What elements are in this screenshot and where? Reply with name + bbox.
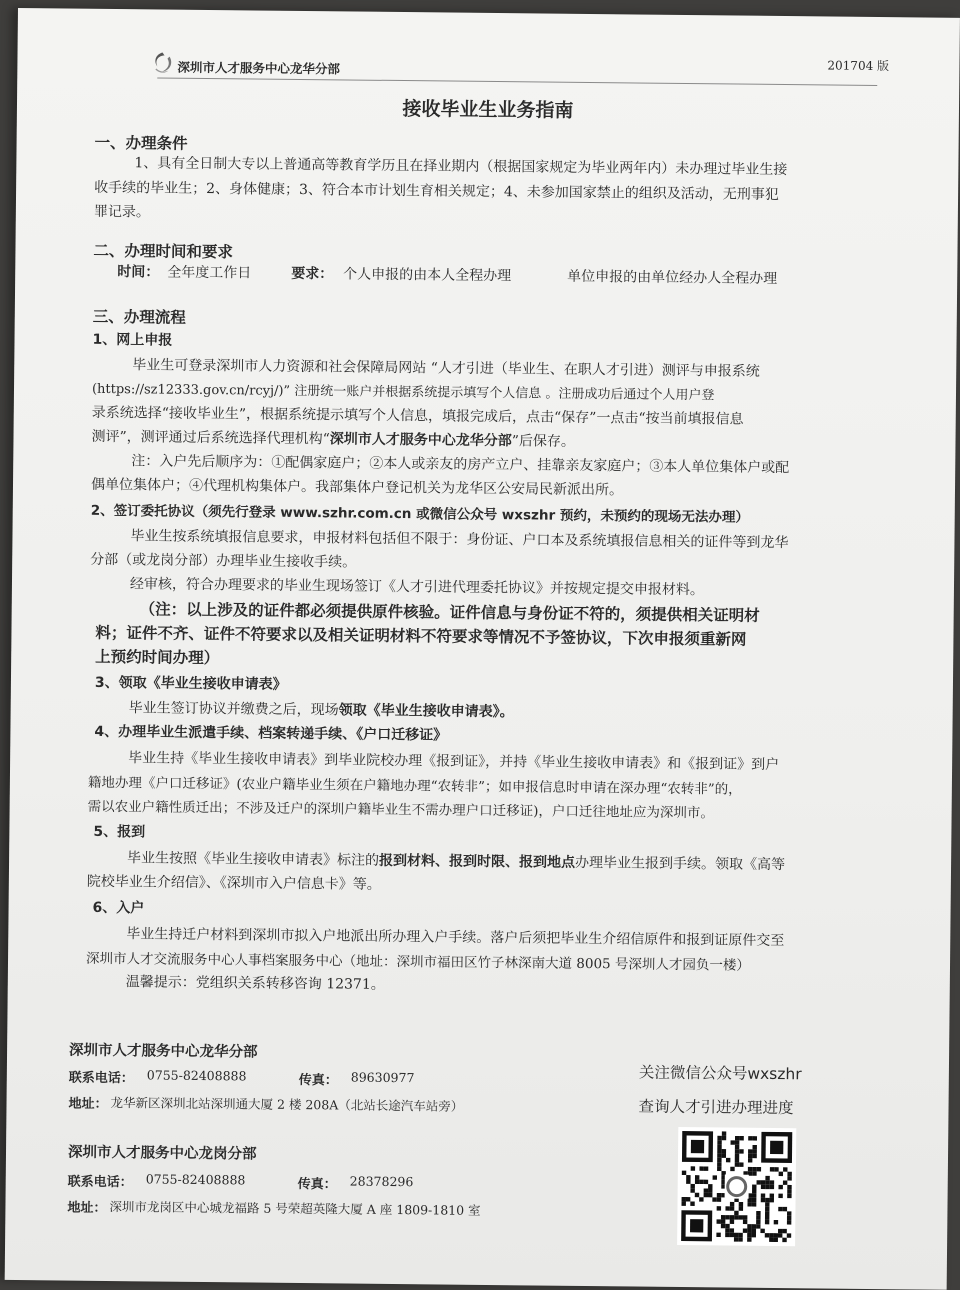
step-5-heading: 5、报到 [93,823,146,841]
longhua-addr: 龙华新区深圳北站深圳通大厦 2 楼 208A（北站长途汽车站旁） [110,1095,464,1114]
header-org-name: 深圳市人才服务中心龙华分部 [177,59,340,77]
step-6-tip: 温馨提示：党组织关系转移咨询 12371。 [125,974,385,993]
step-1-line: (https://sz12333.gov.cn/rcyj/)” 注册统一账户并根据系统提示填写个人信息 。注册成功后通过个人用户登 [91,381,715,404]
longhua-tel-label: 联系电话： [68,1070,134,1087]
longgang-fax-label: 传真： [297,1176,337,1193]
longhua-addr-label: 地址： [68,1096,108,1112]
step-1-note-line: 注：入户先后顺序为：①配偶家庭户；②本人或亲友的房产立户、挂靠亲友家庭户；③本人单位集体户或配 [131,453,790,477]
section-1-line: 1、具有全日制大专以上普通高等教育学历且在择业期内（根据国家规定为毕业两年内）未办理过毕业生接 [134,155,788,179]
step-5-line: 院校毕业生介绍信》、《深圳市入户信息卡》等。 [86,873,381,893]
wechat-query-text: 查询人才引进办理进度 [638,1097,794,1118]
step-2-note: （注：以上涉及的证件都必须提供原件核验。证件信息与身份证不符的，须提供相关证明材 [139,600,760,625]
step-1-note-line: 偶单位集体户；④代理机构集体户。我部集体户登记机关为龙华区公安局民新派出所。 [90,476,624,499]
step-2-note: 上预约时间办理） [95,647,220,668]
step-4-line: 需以农业户籍性质迁出；不涉及迁户的深圳户籍毕业生不需办理户口迁移证)，户口迁往地址应为深圳市。 [87,798,714,822]
longgang-addr: 深圳市龙岗区中心城龙福路 5 号荣超英隆大厦 A 座 1809-1810 室 [109,1199,481,1218]
qr-code-icon [677,1127,796,1246]
step-6-line: 毕业生持迁户材料到深圳市拟入户地派出所办理入户手续。落户后须把毕业生介绍信原件和报到证原件交至 [126,926,785,950]
step-2-line: 分部（或龙岗分部）办理毕业生接收手续。 [90,551,357,571]
step-2-heading: 2、签订委托协议（须先行登录 www.szhr.com.cn 或微信公众号 wxszhr 预约，未预约的现场无法办理） [90,502,749,526]
time-label: 时间： [117,264,160,281]
step-6-heading: 6、入户 [92,899,145,917]
section-1-heading: 一、办理条件 [94,133,188,153]
agency-name: 深圳市人才服务中心龙华分部 [329,431,512,450]
longgang-branch-name: 深圳市人才服务中心龙岗分部 [67,1144,257,1163]
step-4-line: 毕业生持《毕业生接收申请表》到毕业院校办理《报到证》，并持《毕业生接收申请表》和《报到证》到户 [128,750,780,774]
step-2-line: 毕业生按系统填报信息要求，申报材料包括但不限于：身份证、户口本及系统填报信息相关的证件等到龙华 [130,528,789,552]
step-1-heading: 1、网上申报 [92,331,173,349]
section-3-heading: 三、办理流程 [92,307,186,327]
wechat-qr-code[interactable] [677,1127,796,1246]
wechat-follow-text: 关注微信公众号wxszhr [638,1063,802,1084]
step-1-line [91,426,575,451]
step-1-line-part: 测评”，测评通过后系统选择代理机构“ [91,428,330,448]
longgang-tel: 0755-82408888 [145,1171,246,1188]
step-1-line: 毕业生可登录深圳市人力资源和社会保障局网站 “人才引进（毕业生、在职人才引进）测评与申报系统 [132,357,760,380]
step-1-line: 录系统选择“接收毕业生”，根据系统提示填写个人信息，填报完成后，点击“保存”一点击“按当前填报信息 [91,404,744,428]
longhua-fax-label: 传真： [298,1072,338,1089]
requirement-personal: 个人申报的由本人全程办理 [343,266,512,285]
step-5-line [127,847,785,874]
time-value: 全年度工作日 [167,264,252,282]
step-2-line: 经审核，符合办理要求的毕业生现场签订《人才引进代理委托协议》并按规定提交申报材料。 [129,576,705,599]
step-3-heading: 3、领取《毕业生接收申请表》 [94,674,287,693]
step-6-line: 深圳市人才交流服务中心人事档案服务中心（地址：深圳市福田区竹子林深南大道 8005 号深圳人才园负一楼） [85,950,751,974]
document-title: 接收毕业生业务指南 [402,98,574,122]
section-1-line: 罪记录。 [93,203,150,221]
header-divider [157,77,877,86]
section-1-line: 收手续的毕业生；2、身体健康；3、符合本市计划生育相关规定；4、未参加国家禁止的组织及活动，无刑事犯 [94,179,779,203]
requirement-label: 要求： [291,265,334,283]
step-5-line-bold: 报到材料、报到时限、报到地点 [379,852,576,871]
longgang-tel-label: 联系电话： [67,1174,133,1191]
document-page [5,8,960,1290]
step-5-line-part: 毕业生按照《毕业生接收申请表》标注的 [127,850,380,869]
longgang-fax: 28378296 [349,1173,414,1190]
longgang-addr-label: 地址： [67,1200,107,1216]
longhua-fax: 89630977 [350,1069,415,1086]
step-3-line [129,697,514,721]
longhua-branch-name: 深圳市人才服务中心龙华分部 [69,1042,258,1061]
org-logo-icon [149,49,175,75]
step-5-line-part: 办理毕业生报到手续。领取《高等 [574,854,786,874]
section-2-heading: 二、办理时间和要求 [93,241,234,262]
step-2-note: 料；证件不齐、证件不符要求以及相关证明材料不符要求等情况不予签协议，下次申报须重新网 [95,623,747,649]
step-3-line-part: 毕业生签订协议并缴费之后，现场 [128,700,339,719]
step-4-heading: 4、办理毕业生派遣手续、档案转递手续、《户口迁移证》 [94,723,448,744]
version-label: 201704 版 [827,58,890,74]
longhua-tel: 0755-82408888 [146,1067,247,1084]
step-1-line-part: ”后保存。 [511,433,576,450]
requirement-unit: 单位申报的由单位经办人全程办理 [567,268,778,287]
step-4-line: 籍地办理《户口迁移证》(农业户籍毕业生须在户籍地办理“农转非”；如申报信息时申请在深办理“农转非”的， [87,774,742,798]
step-3-line-bold: 领取《毕业生接收申请表》。 [338,702,514,721]
